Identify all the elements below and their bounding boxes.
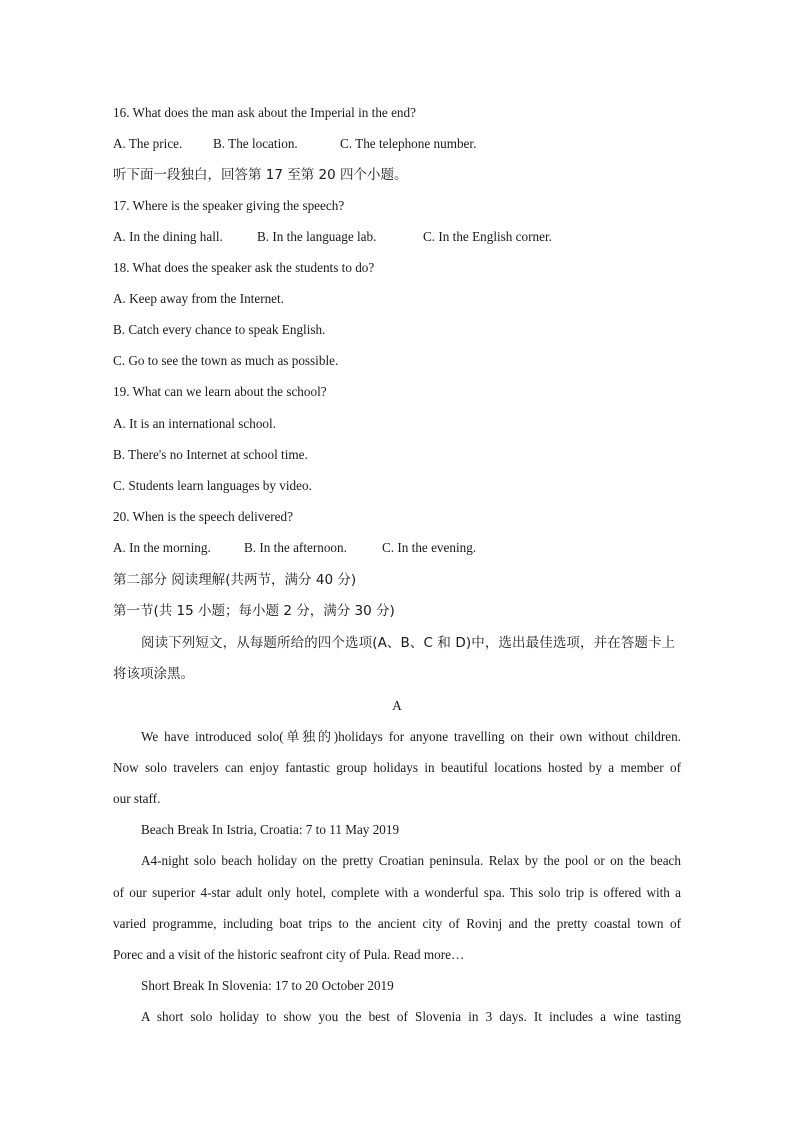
reading-instruction-line-1: 阅读下列短文，从每题所给的四个选项(A、B、C 和 D)中，选出最佳选项，并在答题卡上 xyxy=(141,635,676,651)
question-20: 20. When is the speech delivered? xyxy=(113,509,293,524)
question-18-option-a: A. Keep away from the Internet. xyxy=(113,291,284,306)
question-17: 17. Where is the speaker giving the speech? xyxy=(113,198,345,213)
passage-label: A xyxy=(392,698,402,713)
question-17-options xyxy=(113,228,683,246)
paragraph-1-line-2: Now solo travelers can enjoy fantastic group holidays in beautiful locations hosted by a member of xyxy=(113,760,681,775)
option-b: B. The location. xyxy=(213,136,298,151)
paragraph-3-line-1: A short solo holiday to show you the best of Slovenia in 3 days. It includes a wine tasting xyxy=(141,1009,681,1024)
option-c: C. The telephone number. xyxy=(340,136,477,151)
question-16-options xyxy=(113,135,683,153)
option-c: C. In the English corner. xyxy=(423,229,552,244)
question-19: 19. What can we learn about the school? xyxy=(113,384,327,399)
option-c: C. In the evening. xyxy=(382,540,477,555)
paragraph-2-line-1: A4-night solo beach holiday on the pretty Croatian peninsula. Relax by the pool or on the beach xyxy=(141,853,681,868)
question-18-option-c: C. Go to see the town as much as possible. xyxy=(113,353,339,368)
paragraph-2-line-3: varied programme, including boat trips to the ancient city of Rovinj and the pretty coastal town of xyxy=(113,916,681,931)
reading-instruction-line-2: 将该项涂黑。 xyxy=(113,666,194,682)
option-a: A. The price. xyxy=(113,136,183,151)
paragraph-1-line-3: our staff. xyxy=(113,791,161,806)
option-b: B. In the afternoon. xyxy=(244,540,347,555)
question-18: 18. What does the speaker ask the students to do? xyxy=(113,260,375,275)
section-1-title: 第一节(共 15 小题；每小题 2 分，满分 30 分) xyxy=(113,603,395,619)
paragraph-2-line-4: Porec and a visit of the historic seafront city of Pula. Read more… xyxy=(113,947,465,962)
option-b: B. In the language lab. xyxy=(257,229,377,244)
instruction-monologue: 听下面一段独白，回答第 17 至第 20 四个小题。 xyxy=(113,167,408,183)
option-a: A. In the dining hall. xyxy=(113,229,223,244)
question-18-option-b: B. Catch every chance to speak English. xyxy=(113,322,326,337)
part-2-title: 第二部分 阅读理解(共两节，满分 40 分) xyxy=(113,572,357,588)
paragraph-2-line-2: of our superior 4-star adult only hotel, complete with a wonderful spa. This solo trip is offered with a xyxy=(113,885,681,900)
heading-beach-break: Beach Break In Istria, Croatia: 7 to 11 May 2019 xyxy=(141,822,400,837)
option-a: A. In the morning. xyxy=(113,540,211,555)
paragraph-1-line-1: We have introduced solo(单独的)holidays for anyone travelling on their own without children. xyxy=(141,729,681,744)
question-19-option-b: B. There's no Internet at school time. xyxy=(113,447,308,462)
heading-short-break: Short Break In Slovenia: 17 to 20 October 2019 xyxy=(141,978,394,993)
question-19-option-a: A. It is an international school. xyxy=(113,416,276,431)
question-20-options xyxy=(113,539,683,557)
question-16: 16. What does the man ask about the Imperial in the end? xyxy=(113,105,416,120)
question-19-option-c: C. Students learn languages by video. xyxy=(113,478,312,493)
